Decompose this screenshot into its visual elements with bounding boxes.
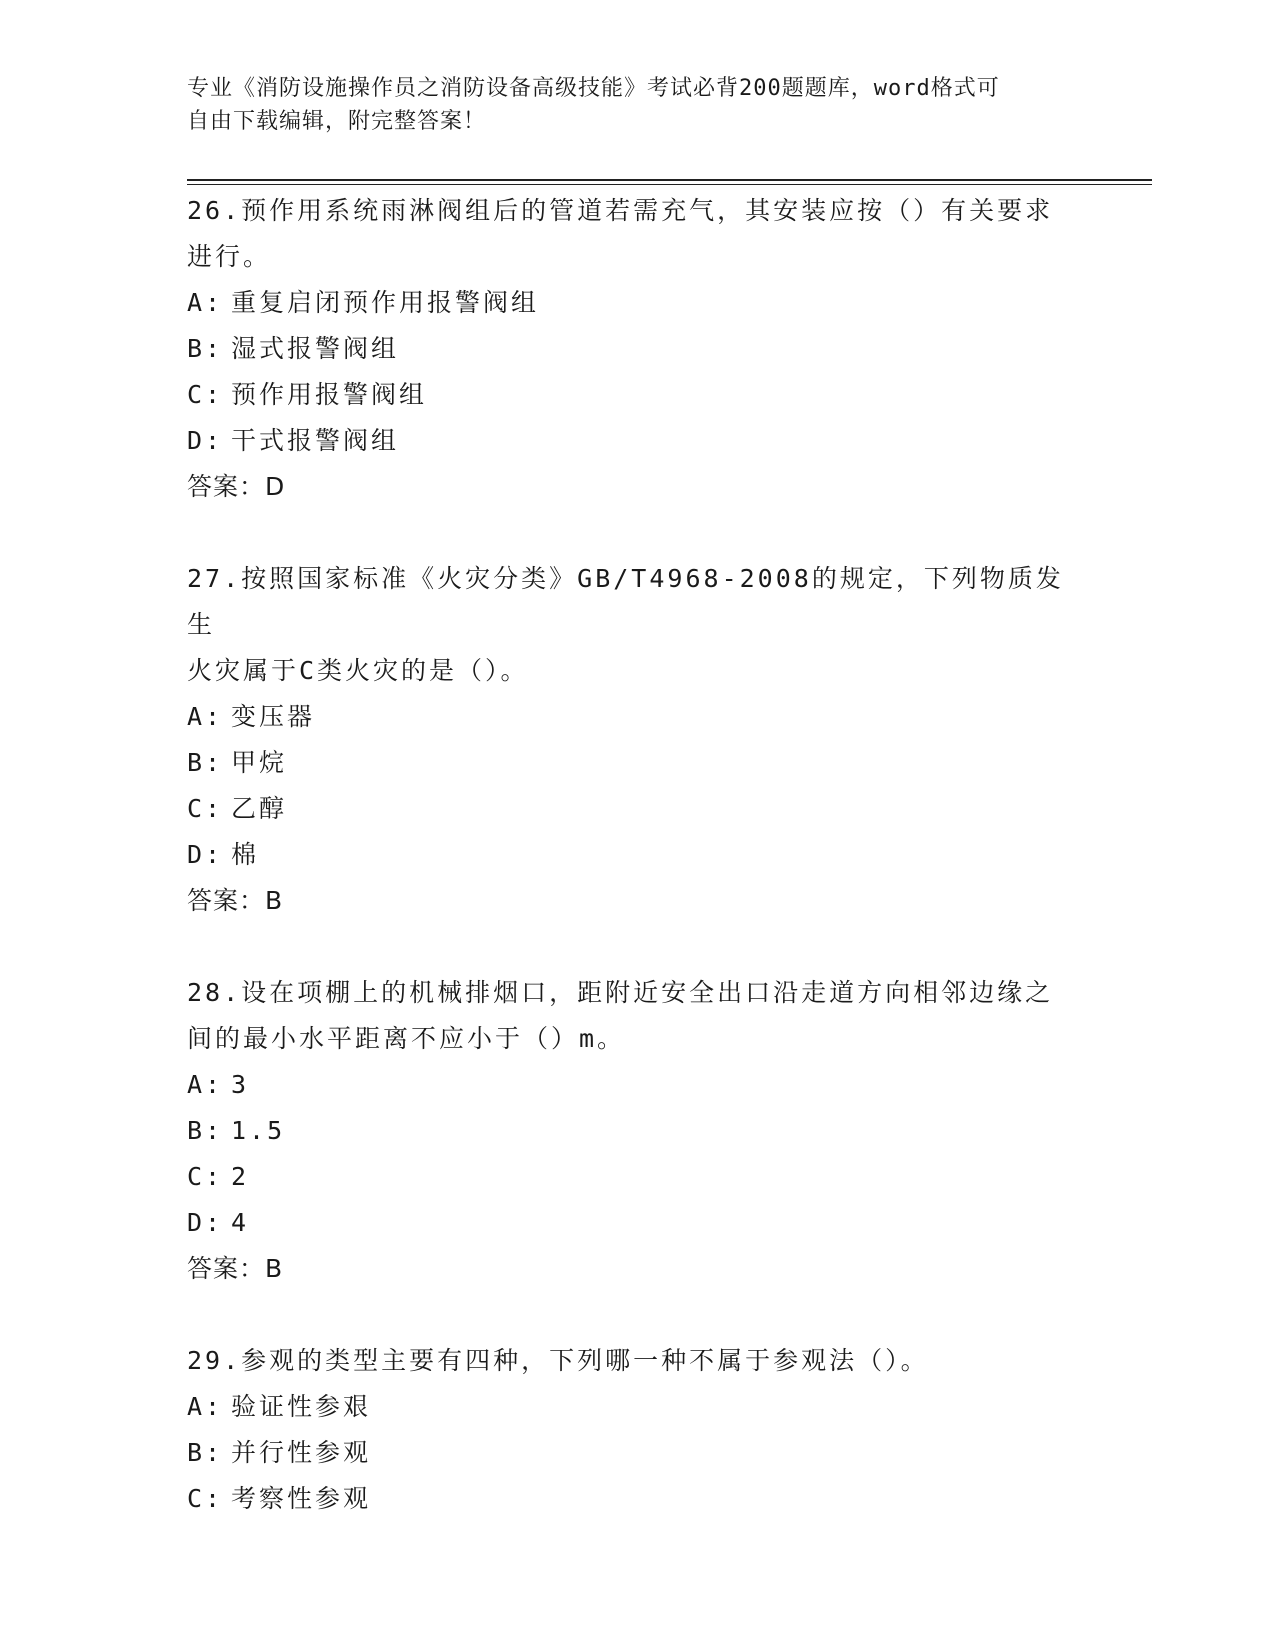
option-text: 1.5 [231, 1116, 286, 1145]
option-b [187, 740, 1087, 786]
option-letter: A: [187, 1392, 224, 1421]
option-c [187, 1476, 1087, 1522]
answer-line: 答案：D [187, 472, 286, 501]
option-d [187, 1200, 1087, 1246]
header-title-line1: 专业《消防设施操作员之消防设备高级技能》考试必背200题题库，word格式可 [187, 76, 1000, 101]
answer-line: 答案：B [187, 886, 284, 915]
option-text: 变压器 [231, 702, 316, 731]
option-d [187, 418, 1087, 464]
option-text: 预作用报警阀组 [231, 380, 428, 409]
option-letter: A: [187, 288, 224, 317]
option-text: 3 [231, 1070, 250, 1099]
option-text: 4 [231, 1208, 250, 1237]
question-spacer [187, 1292, 1087, 1338]
option-letter: D: [187, 1208, 224, 1237]
option-text: 验证性参艰 [231, 1392, 372, 1421]
option-letter: D: [187, 840, 224, 869]
question-spacer [187, 510, 1087, 556]
option-c [187, 372, 1087, 418]
question-stem-line1: 29.参观的类型主要有四种，下列哪一种不属于参观法（）。 [187, 1346, 929, 1375]
question-stem-line2: 间的最小水平距离不应小于（）m。 [187, 1024, 626, 1053]
header-divider-thick [187, 179, 1152, 181]
question-stem-line1: 27.按照国家标准《火灾分类》GB/T4968-2008的规定，下列物质发生 [187, 564, 1064, 639]
option-letter: B: [187, 748, 224, 777]
header-divider-thin [187, 184, 1152, 185]
option-a [187, 280, 1087, 326]
question-item [187, 556, 1087, 924]
option-text: 并行性参观 [231, 1438, 372, 1467]
option-letter: B: [187, 334, 224, 363]
option-text: 重复启闭预作用报警阀组 [231, 288, 540, 317]
document-header [187, 72, 1087, 138]
question-stem-line2: 进行。 [187, 242, 272, 271]
option-text: 湿式报警阀组 [231, 334, 400, 363]
option-text: 干式报警阀组 [231, 426, 400, 455]
option-a [187, 1062, 1087, 1108]
option-b [187, 1430, 1087, 1476]
question-stem-line2: 火灾属于C类火灾的是（）。 [187, 656, 529, 685]
option-letter: A: [187, 1070, 224, 1099]
header-title-line2: 自由下载编辑，附完整答案！ [187, 109, 487, 134]
option-letter: A: [187, 702, 224, 731]
option-a [187, 694, 1087, 740]
question-stem-line1: 26.预作用系统雨淋阀组后的管道若需充气，其安装应按（）有关要求 [187, 196, 1054, 225]
option-letter: C: [187, 1162, 224, 1191]
question-stem-line1: 28.设在项棚上的机械排烟口，距附近安全出口沿走道方向相邻边缘之 [187, 978, 1054, 1007]
question-item [187, 188, 1087, 510]
option-text: 2 [231, 1162, 250, 1191]
option-text: 甲烷 [231, 748, 288, 777]
question-list [187, 188, 1087, 1522]
option-d [187, 832, 1087, 878]
option-letter: B: [187, 1438, 224, 1467]
question-spacer [187, 924, 1087, 970]
answer-line: 答案：B [187, 1254, 284, 1283]
option-letter: C: [187, 1484, 224, 1513]
option-letter: B: [187, 1116, 224, 1145]
option-text: 考察性参观 [231, 1484, 372, 1513]
option-letter: C: [187, 380, 224, 409]
option-text: 乙醇 [231, 794, 288, 823]
option-c [187, 786, 1087, 832]
option-b [187, 326, 1087, 372]
option-b [187, 1108, 1087, 1154]
option-letter: C: [187, 794, 224, 823]
question-item [187, 1338, 1087, 1522]
option-letter: D: [187, 426, 224, 455]
option-text: 棉 [231, 840, 260, 869]
question-item [187, 970, 1087, 1292]
option-c [187, 1154, 1087, 1200]
option-a [187, 1384, 1087, 1430]
